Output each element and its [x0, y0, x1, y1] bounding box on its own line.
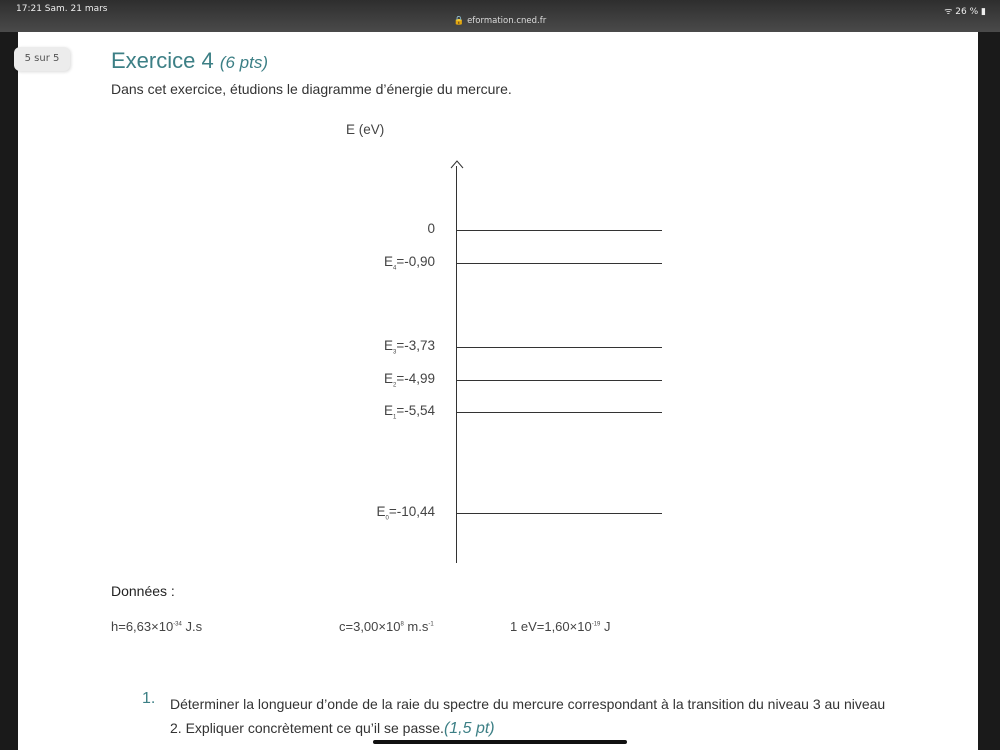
constant-c-unit-exp: -1: [428, 621, 434, 628]
level-value: 0: [427, 221, 435, 236]
status-time: 17:21 Sam. 21 mars: [16, 4, 108, 14]
level-index: 3: [393, 349, 397, 356]
exercise-intro: Dans cet exercice, étudions le diagramme d’énergie du mercure.: [111, 81, 512, 97]
constant-h: [111, 619, 202, 634]
energy-level-label: [384, 338, 435, 356]
constant-c-text: c=3,00×10: [339, 619, 401, 634]
constant-h-exp: -34: [173, 621, 182, 628]
level-value: =-10,44: [388, 504, 435, 519]
level-index: 0: [385, 515, 389, 522]
energy-level-line: [457, 380, 662, 381]
energy-axis: [456, 166, 457, 563]
energy-level-line: [457, 347, 662, 348]
constant-c-unit: m.s: [403, 619, 429, 634]
energy-level-label: [376, 504, 435, 522]
level-name: E: [376, 504, 386, 519]
level-value: =-0,90: [396, 254, 435, 269]
constant-ev-exp: -19: [591, 621, 601, 628]
exercise-title: [111, 48, 268, 74]
battery-indicator: ᯤ 26 % ▮: [944, 7, 986, 17]
question-text: [170, 692, 890, 741]
data-heading: Données :: [111, 583, 175, 599]
level-name: E: [383, 254, 393, 269]
energy-level-line: [457, 513, 662, 514]
exercise-title-text: Exercice 4: [111, 48, 214, 73]
home-indicator[interactable]: [373, 740, 627, 744]
energy-axis-label: E (eV): [346, 122, 385, 137]
level-index: 1: [393, 414, 397, 421]
constant-h-text: h=6,63×10: [111, 619, 174, 634]
constant-h-unit: J.s: [181, 619, 203, 634]
energy-level-label: [384, 254, 435, 272]
axis-arrow-icon: [450, 159, 464, 173]
level-index: 4: [393, 265, 397, 272]
constant-ev-unit: J: [600, 619, 611, 634]
document-page: [18, 32, 978, 750]
energy-level-line: [457, 263, 662, 264]
question-points: (1,5 pt): [443, 720, 495, 737]
url-bar[interactable]: 🔒 eformation.cned.fr: [453, 16, 547, 26]
level-value: =-4,99: [396, 371, 435, 386]
level-value: =-3,73: [396, 338, 435, 353]
energy-level-label: [384, 371, 435, 389]
question-number: 1.: [142, 690, 156, 707]
level-name: E: [383, 403, 393, 418]
energy-level-label: [427, 221, 435, 239]
level-value: =-5,54: [396, 403, 435, 418]
level-name: E: [383, 371, 393, 386]
constant-c-exp: 8: [400, 621, 404, 628]
constant-ev: [510, 619, 611, 634]
level-name: E: [383, 338, 393, 353]
energy-level-line: [457, 230, 662, 231]
status-bar: [0, 0, 1000, 32]
question-body: Déterminer la longueur d’onde de la raie du spectre du mercure correspondant à la transition du niveau 3 au niveau 2. Expliquer concrètement ce qu’il se passe.: [170, 696, 886, 736]
constant-c: [339, 619, 434, 634]
exercise-points: (6 pts): [219, 53, 269, 72]
energy-level-line: [457, 412, 662, 413]
level-index: 2: [393, 382, 397, 389]
page-indicator: 5 sur 5: [14, 47, 70, 71]
energy-level-label: [384, 403, 435, 421]
constant-ev-text: 1 eV=1,60×10: [510, 619, 592, 634]
